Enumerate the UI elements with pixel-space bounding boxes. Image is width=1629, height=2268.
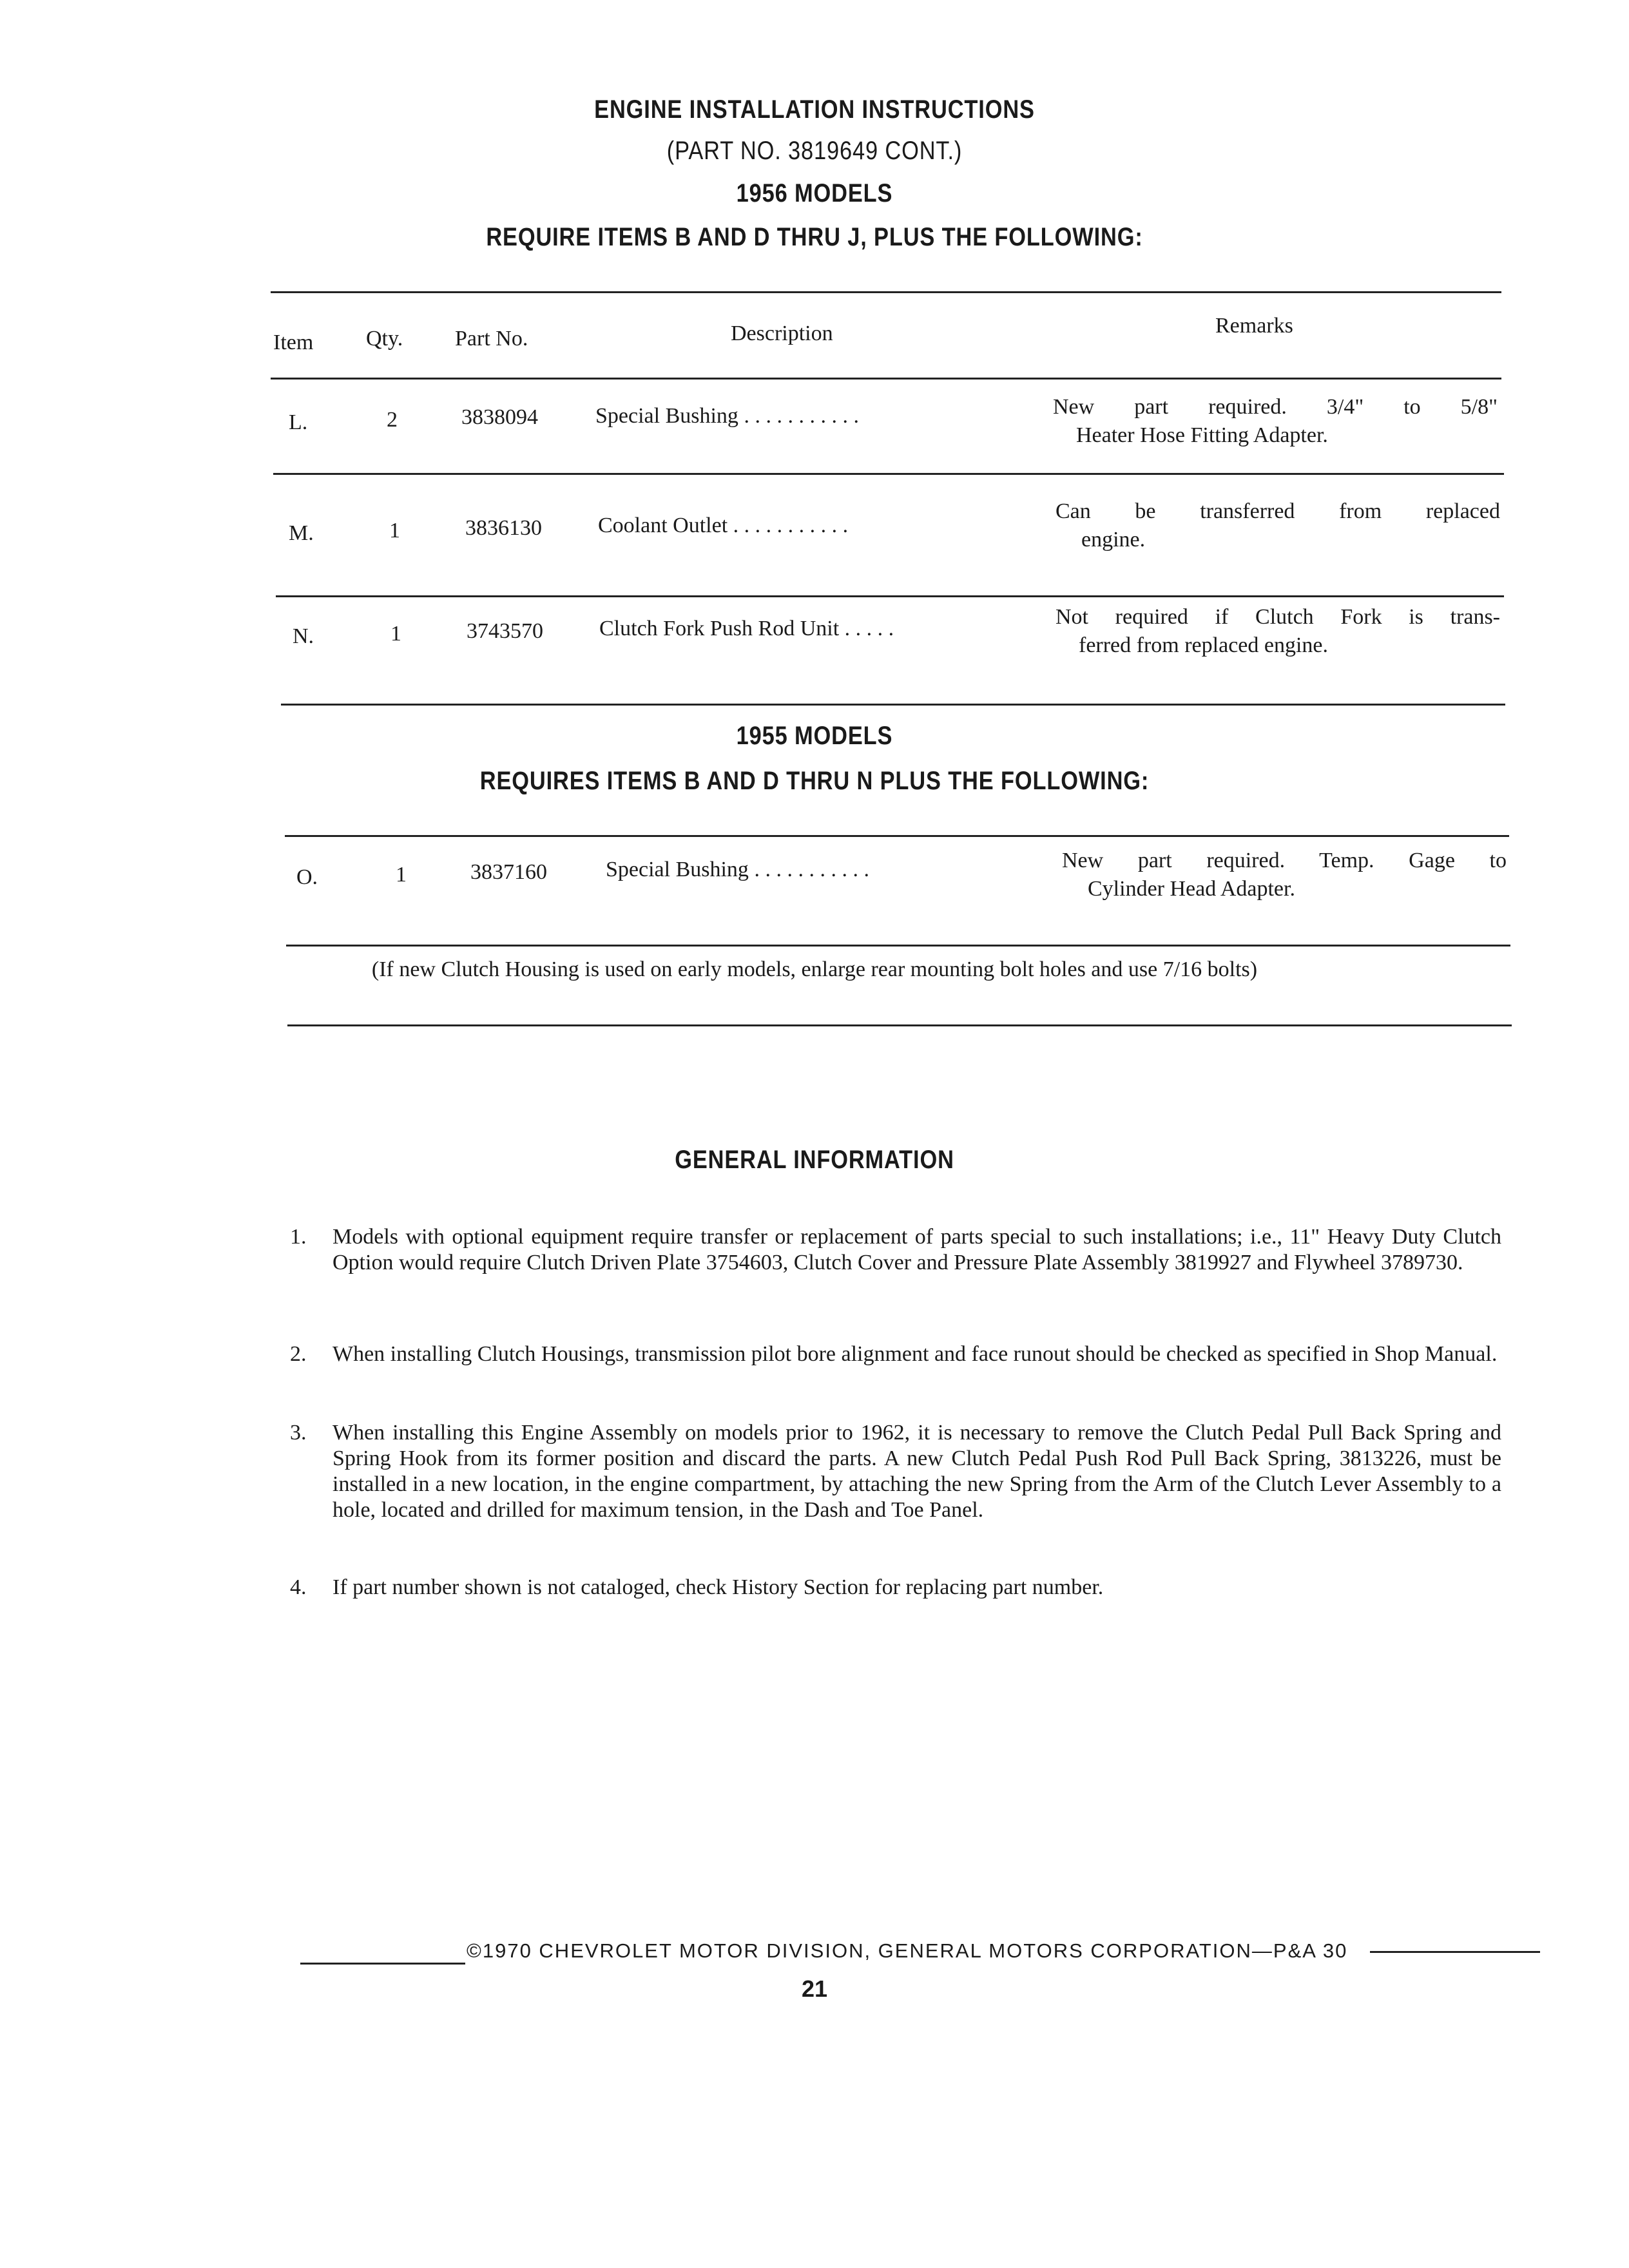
row-item: N. [293,624,314,648]
clutch-housing-note: (If new Clutch Housing is used on early models, enlarge rear mounting bolt holes and use 7/16 bolts) [371,957,1258,981]
info-item-text: Models with optional equipment require transfer or replacement of parts special to such installations; i.e., 11" Heavy Duty Clutch Option would require Clutch Driven Plate 3754603, Clutch Cover and Pressure Plate Assembly 3819927 and Flywheel 3789730. [333,1225,1501,1274]
table-1956-bottom-rule [281,704,1505,706]
column-header-qty: Qty. [366,327,403,351]
row-qty: 2 [387,408,398,432]
table-top-rule [271,291,1501,293]
row-remarks: New part required. Temp. Gage to Cylinder Head Adapter. [1062,849,1507,901]
column-header-item: Item [273,331,314,354]
info-item-3 [290,1420,1501,1523]
info-item-text: If part number shown is not cataloged, check History Section for replacing part number. [333,1575,1104,1599]
models-1956-heading: 1956 MODELS [736,179,893,207]
row-part-no: 3836130 [465,516,542,540]
row-divider [286,945,1510,947]
footer-right-rule [1370,1951,1540,1953]
info-item-number: 4. [290,1575,307,1599]
column-header-part-no: Part No. [455,327,528,351]
row-part-no: 3743570 [467,619,543,643]
page-number: 21 [801,1975,828,2002]
row-remarks: New part required. 3/4" to 5/8" Heater Hose Fitting Adapter. [1053,395,1498,447]
info-item-number: 2. [290,1342,307,1366]
table-1955-top-rule [285,835,1509,837]
info-item-number: 3. [290,1421,307,1445]
info-item-text: When installing this Engine Assembly on models prior to 1962, it is necessary to remove the Clutch Pedal Pull Back Spring and Spring Hook from its former position and discard the parts. A new Clutch Pedal Push Rod Pull Back Spring, 3813226, must be installed in a new location, in the engine compartment, by attaching the new Spring from the Arm of the Clutch Lever Assembly to a hole, located and drilled for maximum tension, in the Dash and Toe Panel. [333,1421,1501,1522]
row-qty: 1 [389,519,400,543]
row-divider [273,473,1504,475]
row-divider [276,595,1504,597]
row-remarks: Not required if Clutch Fork is trans- ferred from replaced engine. [1055,605,1500,657]
row-description: Clutch Fork Push Rod Unit . . . . . [599,617,894,640]
info-item-number: 1. [290,1225,307,1249]
table-1955-bottom-rule [287,1024,1512,1026]
part-number-heading: (PART NO. 3819649 CONT.) [666,137,963,165]
info-item-4 [290,1575,1501,1600]
row-description: Coolant Outlet . . . . . . . . . . . [598,514,849,537]
requirement-1955-heading: REQUIRES ITEMS B AND D THRU N PLUS THE FOLLOWING: [479,767,1150,795]
copyright-line: ©1970 CHEVROLET MOTOR DIVISION, GENERAL MOTORS CORPORATION—P&A 30 [467,1939,1348,1962]
row-description: Special Bushing . . . . . . . . . . . [595,404,859,428]
footer-left-rule [300,1963,465,1965]
row-description: Special Bushing . . . . . . . . . . . [606,858,869,881]
info-item-text: When installing Clutch Housings, transmission pilot bore alignment and face runout should be checked as specified in Shop Manual. [333,1342,1498,1366]
info-item-1 [290,1224,1501,1276]
requirement-1956-heading: REQUIRE ITEMS B AND D THRU J, PLUS THE FOLLOWING: [486,223,1143,251]
row-qty: 1 [396,863,407,887]
row-remarks: Can be transferred from replaced engine. [1055,499,1500,552]
info-item-2 [290,1341,1501,1367]
header-bottom-rule [271,378,1501,380]
models-1955-heading: 1955 MODELS [736,722,893,750]
row-item: M. [289,521,314,545]
row-item: L. [289,410,308,434]
document-title: ENGINE INSTALLATION INSTRUCTIONS [594,95,1035,124]
row-part-no: 3838094 [461,405,538,429]
row-qty: 1 [390,622,401,646]
column-header-description: Description [731,322,833,345]
general-information-heading: GENERAL INFORMATION [675,1146,954,1174]
row-part-no: 3837160 [470,860,547,884]
column-header-remarks: Remarks [1215,314,1293,338]
row-item: O. [296,865,318,889]
